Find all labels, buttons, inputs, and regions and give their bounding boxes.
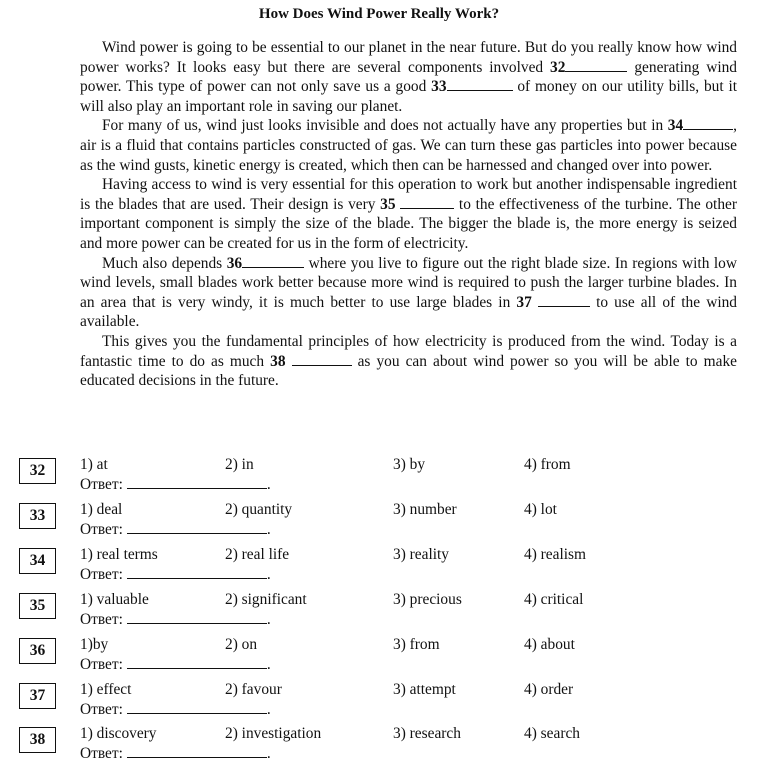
option-1[interactable]: 1)by [80,636,109,653]
answer-end: . [266,521,271,538]
answer-row [80,520,271,539]
text-span: For many of us, wind just looks invisible and does not actually have any properties but in [102,117,668,135]
gap-blank-38 [292,353,352,366]
question-36 [0,636,758,680]
answer-end: . [266,611,271,628]
option-3[interactable]: 3) from [393,636,440,653]
paragraph-5 [80,332,737,391]
text-span: generating wind power. This type of power can not only save us a good [80,58,737,96]
option-3[interactable]: 3) attempt [393,681,456,698]
paragraph-3 [80,175,737,253]
option-2[interactable]: 2) quantity [225,501,293,518]
text-span: to use all of the wind available. [80,293,737,331]
option-4[interactable]: 4) search [524,725,580,742]
answer-label: Ответ: [80,745,123,762]
text-span: Much also depends [102,254,227,272]
text-span: of money on our utility bills, but it will also play an important role in saving our planet. [80,78,737,115]
question-35 [0,591,758,635]
gap-blank-37 [538,294,590,307]
text-span: as you can about wind power so you will be able to make educated decisions in the future. [80,352,737,390]
answer-end: . [266,701,271,718]
text-span: This gives you the fundamental principles of how electricity is produced from the wind. Today is a fantastic time to do as much [80,332,737,370]
option-4[interactable]: 4) about [524,636,575,653]
answer-row [80,565,271,584]
question-34 [0,546,758,590]
question-number-box: 34 [19,548,56,574]
question-number-box: 35 [19,593,56,619]
answer-field[interactable] [127,655,267,669]
option-2[interactable]: 2) in [225,456,254,473]
page-title: How Does Wind Power Really Work? [258,6,500,22]
answer-label: Ответ: [80,611,123,628]
text-span: , air is a fluid that contains particles constructed of gas. We can turn these gas particles into power because as the wind gusts, kinetic energy is created, which then can be harnessed and changed over into power. [80,117,737,174]
answer-row [80,610,271,629]
answer-end: . [266,656,271,673]
question-38 [0,725,758,769]
gap-blank-36 [242,255,304,268]
gap-blank-34 [683,117,733,130]
gap-number-32: 32 [550,58,566,76]
gap-number-36: 36 [226,254,243,272]
question-number-box: 37 [19,683,56,709]
answer-row [80,475,271,494]
text-span: Wind power is going to be essential to our planet in the near future. But do you really know how wind power works? It looks easy but there are several components involved [80,39,737,76]
answer-end: . [266,476,271,493]
question-number-box: 38 [19,727,56,753]
gap-number-35: 35 [380,195,396,213]
question-number-box: 36 [19,638,56,664]
gap-number-34: 34 [667,117,684,135]
answer-row [80,700,271,719]
option-3[interactable]: 3) precious [393,591,462,608]
answer-label: Ответ: [80,566,123,583]
gap-number-37: 37 [516,293,532,311]
answer-field[interactable] [127,520,267,534]
answer-field[interactable] [127,475,267,489]
option-2[interactable]: 2) investigation [225,725,322,742]
gap-blank-33 [447,78,513,91]
option-1[interactable]: 1) valuable [80,591,149,608]
question-32 [0,456,758,500]
option-3[interactable]: 3) by [393,456,426,473]
answer-row [80,655,271,674]
option-4[interactable]: 4) critical [524,591,584,608]
option-1[interactable]: 1) real terms [80,546,158,563]
option-2[interactable]: 2) real life [225,546,290,563]
passage [80,38,737,391]
question-number-box: 33 [19,503,56,529]
paragraph-1 [80,38,737,116]
gap-number-38: 38 [270,352,286,370]
option-4[interactable]: 4) order [524,681,574,698]
option-1[interactable]: 1) discovery [80,725,157,742]
question-33 [0,501,758,545]
option-1[interactable]: 1) at [80,456,108,473]
gap-blank-35 [400,196,454,209]
paragraph-2 [80,116,737,175]
option-4[interactable]: 4) from [524,456,571,473]
option-2[interactable]: 2) on [225,636,258,653]
question-37 [0,681,758,725]
gap-number-33: 33 [431,78,447,96]
answer-end: . [266,566,271,583]
question-number-box: 32 [19,458,56,484]
option-1[interactable]: 1) effect [80,681,132,698]
option-2[interactable]: 2) significant [225,591,307,608]
option-4[interactable]: 4) lot [524,501,557,518]
text-span: where you live to figure out the right blade size. In regions with low wind levels, small blades work better because more wind is required to push the larger turbine blades. In an area that is very windy, it is much better to use large blades in [80,254,737,311]
answer-label: Ответ: [80,521,123,538]
option-4[interactable]: 4) realism [524,546,586,563]
text-span: Having access to wind is very essential for this operation to work but another indispensable ingredient is the blades that are used. Their design is very [80,176,737,213]
option-3[interactable]: 3) research [393,725,461,742]
answer-label: Ответ: [80,656,123,673]
answer-field[interactable] [127,610,267,624]
option-2[interactable]: 2) favour [225,681,282,698]
answer-end: . [266,745,271,762]
paragraph-4 [80,254,737,332]
option-3[interactable]: 3) reality [393,546,449,563]
text-span: to the effectiveness of the turbine. The other important component is simply the size of the blade. The bigger the blade is, the more energy is seized and more power can be created for us in the form of electricity. [80,195,737,252]
answer-label: Ответ: [80,701,123,718]
answer-row [80,744,271,763]
gap-blank-32 [565,59,627,72]
answer-field[interactable] [127,744,267,758]
answer-field[interactable] [127,700,267,714]
option-1[interactable]: 1) deal [80,501,123,518]
answer-label: Ответ: [80,476,123,493]
answer-field[interactable] [127,565,267,579]
option-3[interactable]: 3) number [393,501,457,518]
